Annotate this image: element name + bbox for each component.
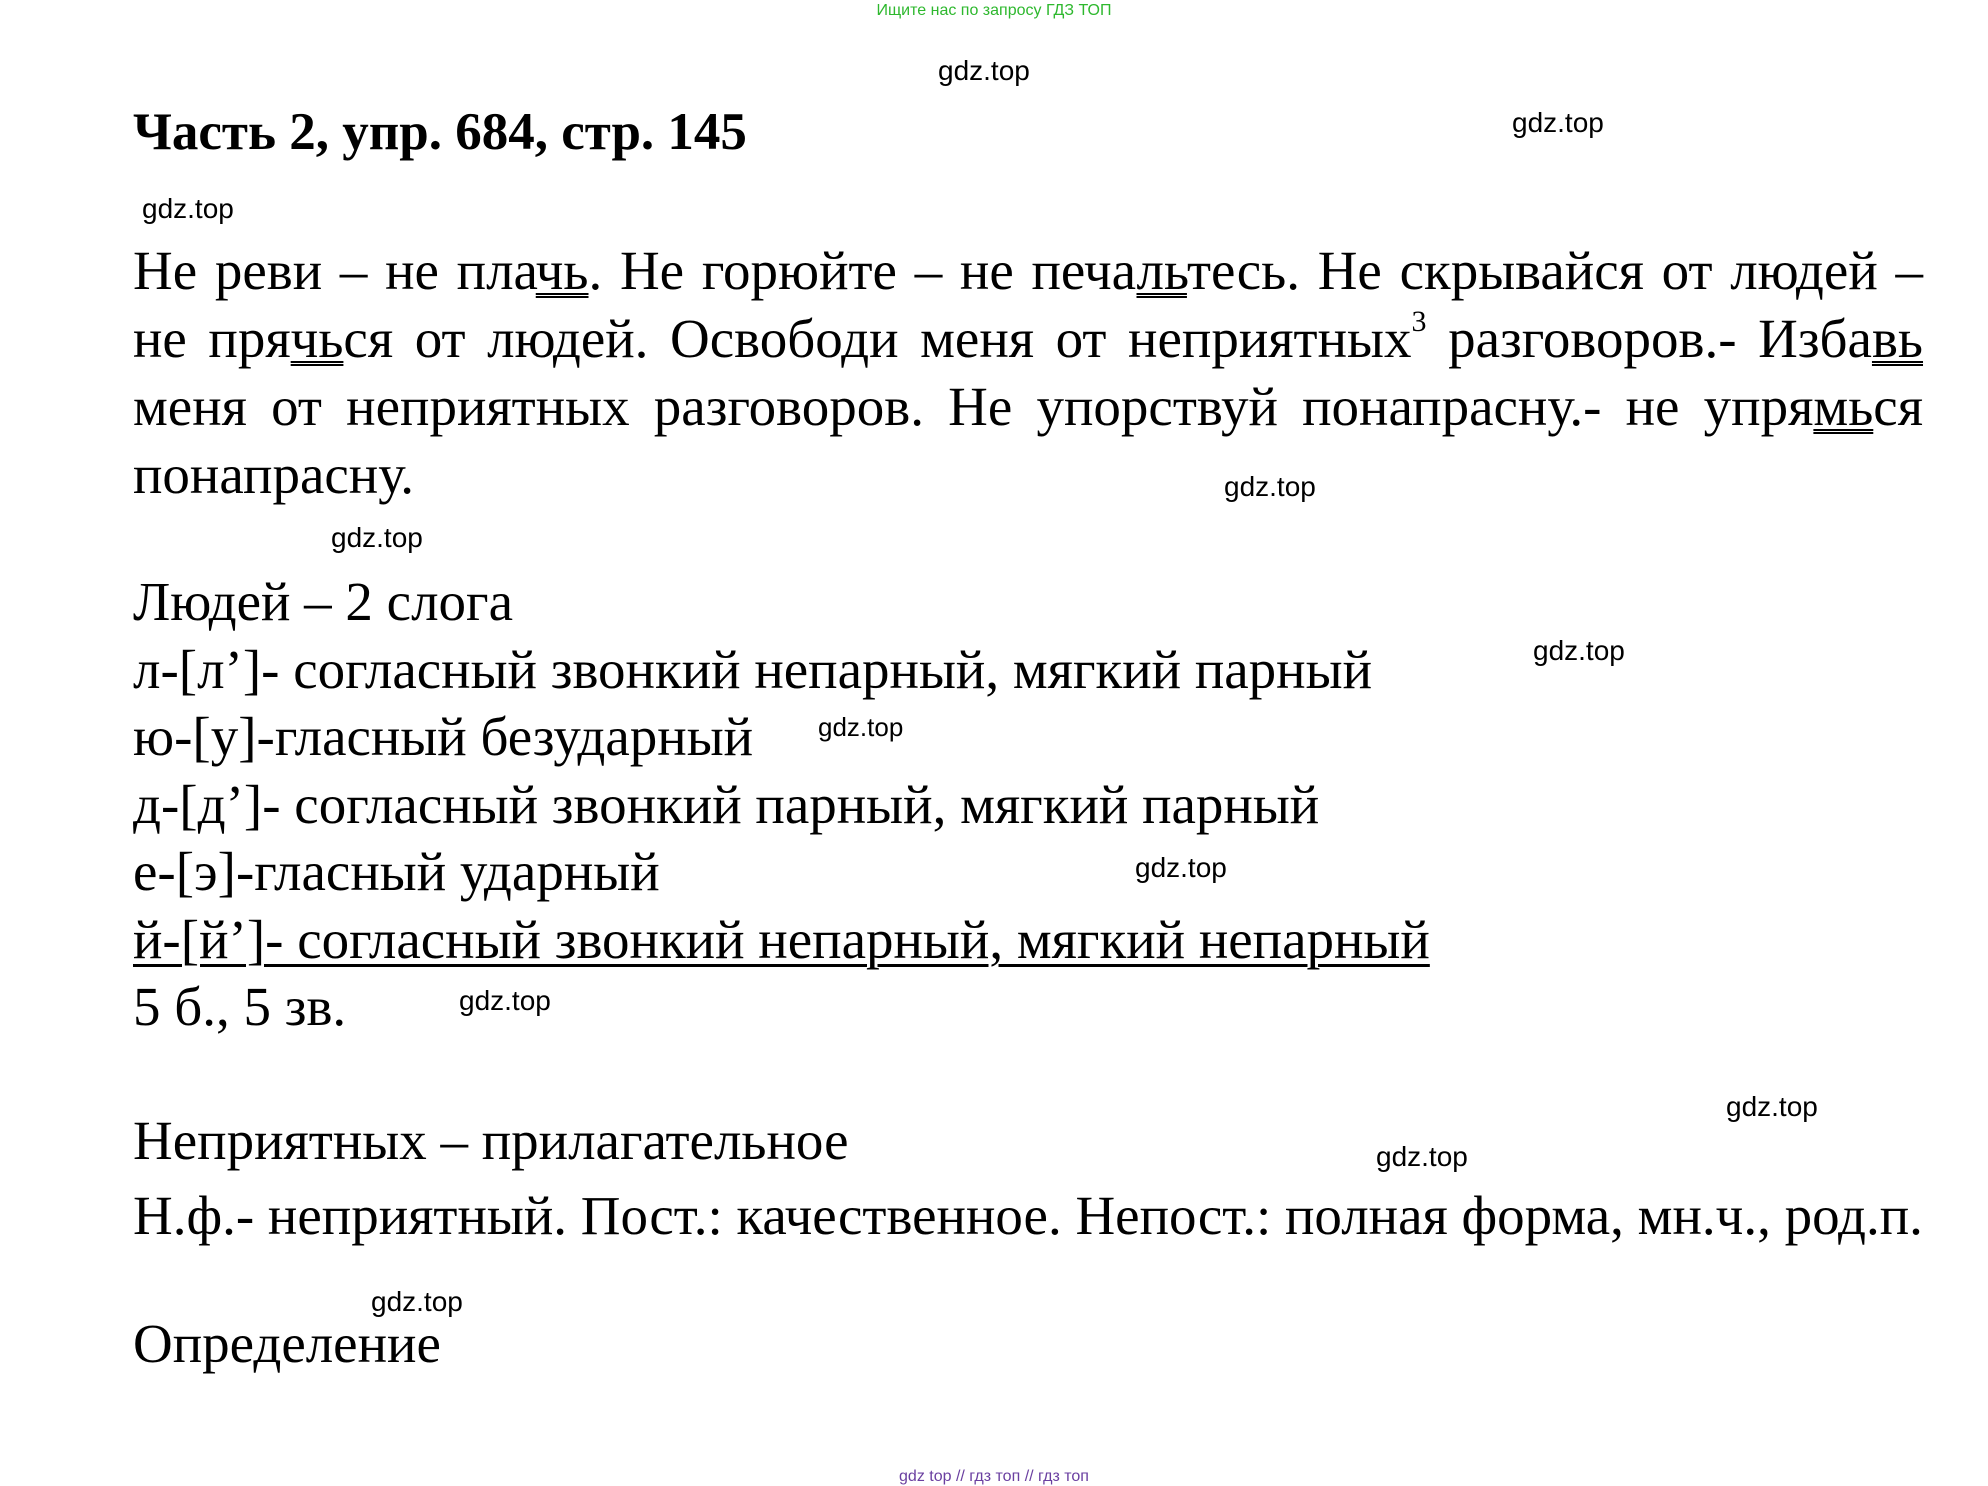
bottom-banner: gdz top // гдз топ // гдз топ — [899, 1468, 1089, 1485]
watermark: gdz.top — [371, 1286, 463, 1317]
phonetic-line: д-[д’]- согласный звонкий парный, мягкий парный — [133, 774, 1320, 835]
top-banner: Ищите нас по запросу ГДЗ ТОП — [876, 2, 1112, 19]
watermark: gdz.top — [1512, 107, 1604, 138]
text-segment: . Не горюйте – не печа — [588, 240, 1137, 301]
text-segment: меня от неприятных разговоров. Не упорствуй понапрасну.- не упря — [133, 376, 1814, 437]
phonetic-line: л-[л’]- согласный звонкий непарный, мягкий парный — [133, 639, 1373, 700]
text-segment: ся от людей. Освободи меня от неприятных — [343, 308, 1412, 369]
syntactic-role: Определение — [133, 1313, 441, 1374]
text-segment: тесь. Не скрывайся от людей – не пря — [133, 240, 1923, 369]
watermark: gdz.top — [459, 985, 551, 1016]
text-segment: Не реви – не пла — [133, 240, 536, 301]
watermark: gdz.top — [142, 193, 234, 224]
morph-heading: Неприятных – прилагательное — [133, 1110, 849, 1171]
text-segment: разговоров.- Изба — [1426, 308, 1872, 369]
watermark: gdz.top — [1376, 1141, 1468, 1172]
underlined-segment: вь — [1871, 308, 1924, 369]
phonetic-line: ю-[у]-гласный безударный — [133, 706, 754, 767]
watermark: gdz.top — [1224, 471, 1316, 502]
underlined-segment: ль — [1136, 240, 1187, 301]
exercise-paragraph — [133, 237, 1923, 509]
watermark: gdz.top — [1533, 635, 1625, 666]
footnote-marker: 3 — [1411, 305, 1427, 338]
underlined-segment: чь — [535, 240, 589, 301]
watermark: gdz.top — [938, 55, 1030, 86]
phonetic-summary: 5 б., 5 зв. — [133, 976, 347, 1037]
phonetic-line: й-[й’]- согласный звонкий непарный, мягкий непарный — [133, 909, 1430, 970]
morph-text: Н.ф.- неприятный. Пост.: качественное. Непост.: полная форма, мн.ч., род.п. — [133, 1185, 1923, 1246]
watermark: gdz.top — [1135, 852, 1227, 883]
underlined-segment: мь — [1813, 376, 1874, 437]
watermark: gdz.top — [818, 712, 904, 742]
text-segment: ся понапрасну. — [133, 376, 1923, 505]
phonetic-heading: Людей – 2 слога — [133, 571, 514, 632]
watermark: gdz.top — [331, 522, 423, 553]
page-title: Часть 2, упр. 684, стр. 145 — [133, 103, 747, 161]
watermark: gdz.top — [1726, 1091, 1818, 1122]
underlined-segment: чь — [290, 308, 344, 369]
phonetic-line: е-[э]-гласный ударный — [133, 841, 660, 902]
